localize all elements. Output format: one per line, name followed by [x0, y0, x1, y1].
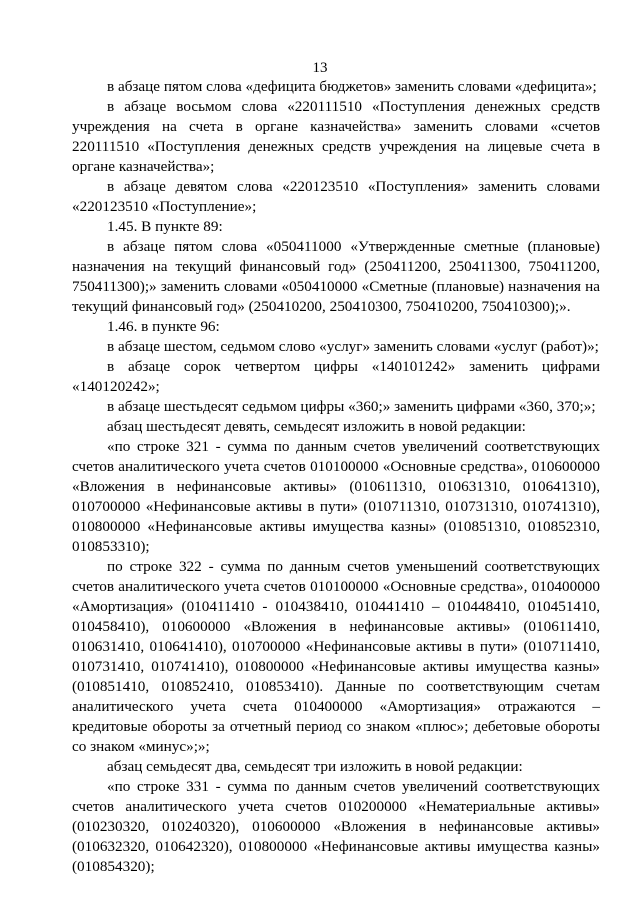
document-body — [72, 77, 600, 877]
paragraph: в абзаце пятом слова «050411000 «Утвержденные сметные (плановые) назначения на текущий финансовый год» (250411200, 250411300, 750411200, 750411300);» заменить словами «050410000 «Сметные (плановые) назначения на текущий финансовый год» (250410200, 250410300, 750410200, 750410300);». — [72, 238, 600, 315]
paragraph: «по строке 331 - сумма по данным счетов увеличений соответствующих счетов аналитического учета счетов 010200000 «Нематериальные активы» (010230320, 010240320), 010600000 «Вложения в нефинансовые активы» (010632320, 010642320), 010800000 «Нефинансовые активы имущества казны» (010854320); — [72, 778, 600, 875]
paragraph: 1.45. В пункте 89: — [107, 218, 223, 235]
paragraph: в абзаце пятом слова «дефицита бюджетов» заменить словами «дефицита»; — [107, 78, 597, 95]
paragraph: абзац шестьдесят девять, семьдесят изложить в новой редакции: — [107, 418, 526, 435]
paragraph: 1.46. в пункте 96: — [107, 318, 220, 335]
paragraph: по строке 322 - сумма по данным счетов уменьшений соответствующих счетов аналитического учета счетов 010100000 «Основные средства», 010400000 «Амортизация» (010411410 - 010438410, 010441410 – 010448410, 010451410, 010458410), 010600000 «Вложения в нефинансовые активы» (010611410, 010631410, 010641410), 010700000 «Нефинансовые активы в пути» (010711410, 010731410, 010741410), 010800000 «Нефинансовые активы имущества казны» (010851410, 010852410, 010853410). Данные по соответствующим счетам аналитического учета счета 010400000 «Амортизация» отражаются – кредитовые обороты за отчетный период со знаком «плюс»; дебетовые обороты со знаком «минус»;»; — [72, 558, 600, 755]
paragraph: в абзаце шестом, седьмом слово «услуг» заменить словами «услуг (работ)»; — [107, 338, 599, 355]
paragraph: абзац семьдесят два, семьдесят три изложить в новой редакции: — [107, 758, 523, 775]
paragraph: в абзаце шестьдесят седьмом цифры «360;» заменить цифрами «360, 370;»; — [107, 398, 596, 415]
paragraph: «по строке 321 - сумма по данным счетов увеличений соответствующих счетов аналитического учета счетов 010100000 «Основные средства», 010600000 «Вложения в нефинансовые активы» (010611310, 010631310, 010641310), 010700000 «Нефинансовые активы в пути» (010711310, 010731310, 010741310), 010800000 «Нефинансовые активы имущества казны» (010851310, 010852310, 010853310); — [72, 438, 600, 555]
paragraph: в абзаце сорок четвертом цифры «140101242» заменить цифрами «140120242»; — [72, 358, 600, 395]
page-number: 13 — [312, 60, 328, 76]
paragraph: в абзаце восьмом слова «220111510 «Поступления денежных средств учреждения на счета в органе казначейства» заменить словами «счетов 220111510 «Поступления денежных средств учреждения на лицевые счета в органе казначейства»; — [72, 98, 600, 175]
paragraph: в абзаце девятом слова «220123510 «Поступления» заменить словами «220123510 «Поступление»; — [72, 178, 600, 215]
